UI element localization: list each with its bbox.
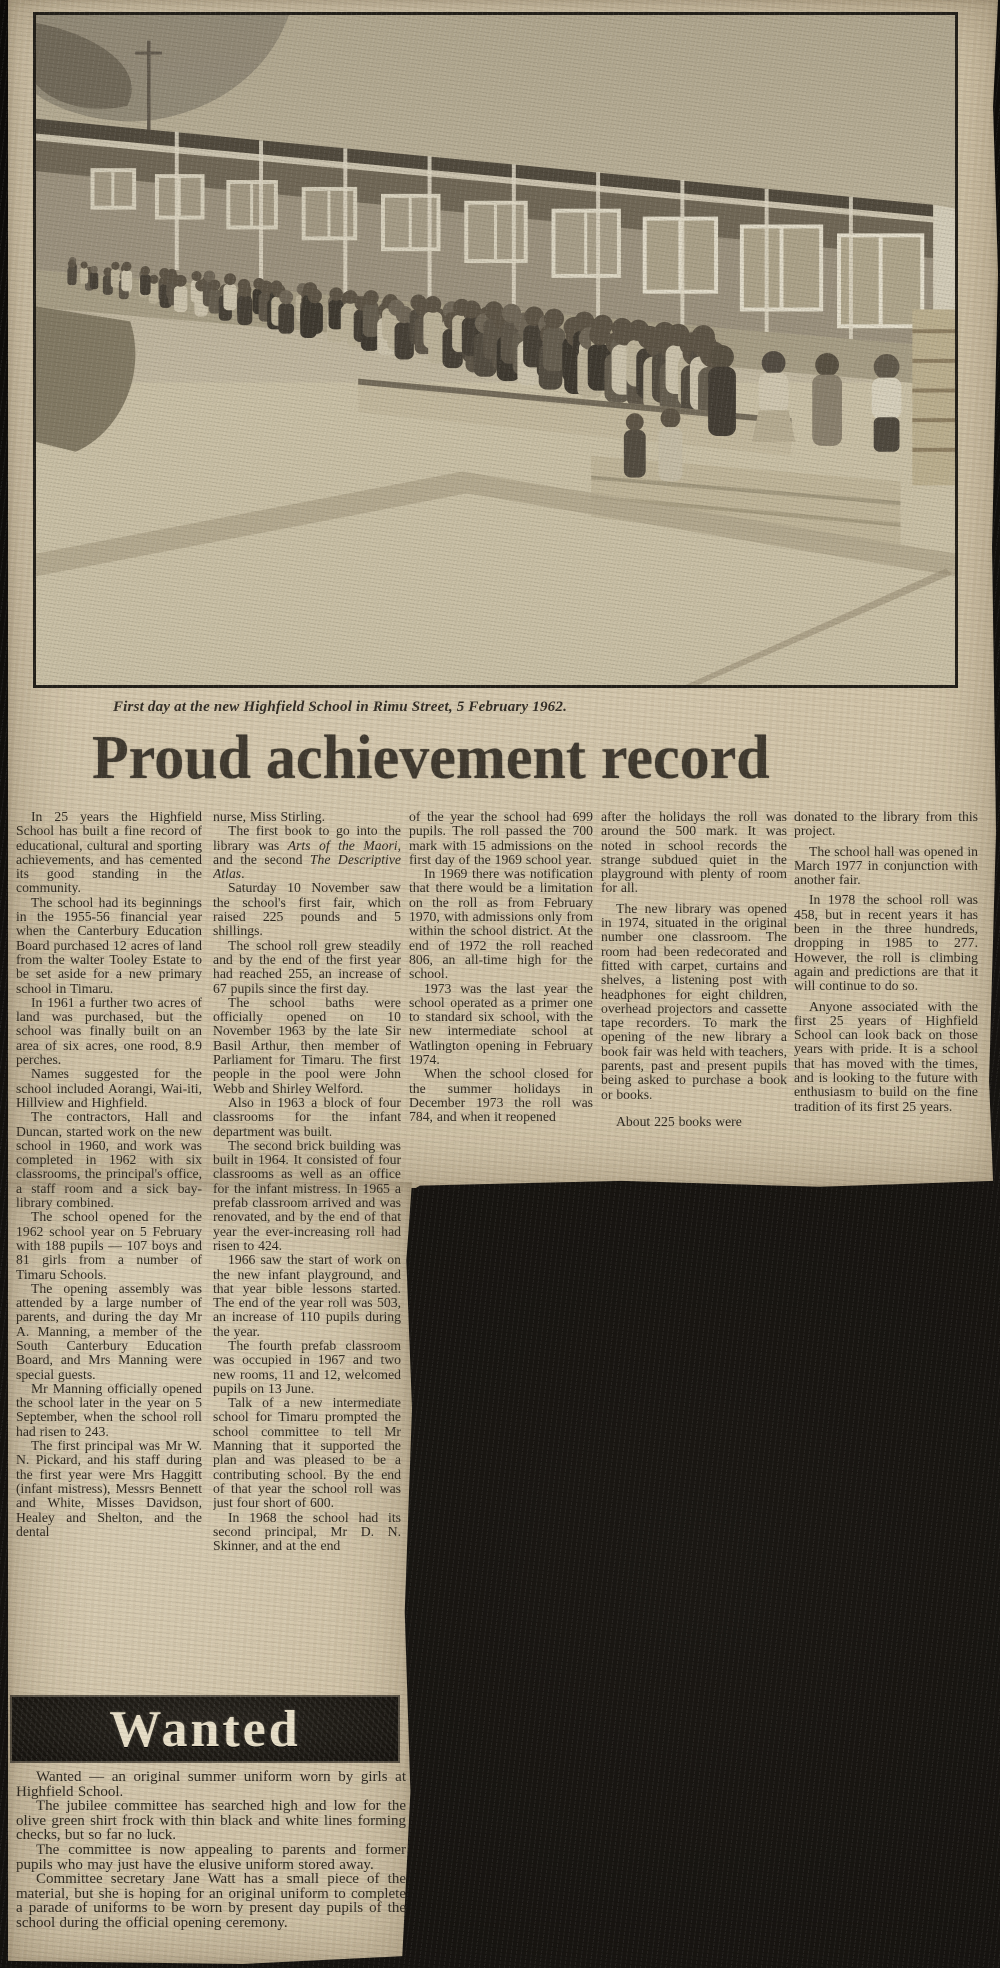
paragraph: In 1969 there was notification that there would be a limitation on the roll as from February 1970, with admissions only from within the school district. At the end of 1972 the roll reached 806, an all-time high for the school.: [409, 866, 593, 982]
paragraph: In 1961 a further two acres of land was purchased, but the school was finally built on an area of six acres, one rood, 8.9 perches.: [16, 994, 202, 1068]
paragraph: of the year the school had 699 pupils. The roll passed the 700 mark with 15 admissions on the first day of the 1969 school year.: [409, 810, 593, 867]
paragraph: The new library was opened in 1974, situated in the original number one classroom. The room had been redecorated and fitted with carpet, curtains and shelves, a listening post with headphones for eight children, overhead projectors and cassette tape recorders. To mark the opening of the new library a book fair was held with teachers, parents, past and present pupils being asked to purchase a book or books.: [601, 900, 787, 1102]
paragraph: 1966 saw the start of work on the new infant playground, and that year bible lessons started. The end of the year roll was 503, an increase of 110 pupils during the year.: [213, 1252, 401, 1339]
paragraph: The school hall was opened in March 1977 in conjunction with another fair.: [794, 843, 978, 888]
book-title: The Descriptive Atlas: [213, 851, 401, 882]
paragraph: The contractors, Hall and Duncan, started work on the new school in 1960, and work was completed in 1962 with six classrooms, the principal's office, a staff room and a sick bay-library combined.: [16, 1109, 202, 1211]
paragraph: The school baths were officially opened on 10 November 1963 by the late Sir Basil Arthur, then member of Parliament for Timaru. The first people in the pool were John Webb and Shirley Welford.: [213, 994, 401, 1096]
paragraph: In 1968 the school had its second principal, Mr D. N. Skinner, and at the end: [213, 1509, 401, 1554]
paragraph: [213, 824, 401, 881]
paragraph: Names suggested for the school included Aorangi, Wai-iti, Hillview and Highfield.: [16, 1066, 202, 1110]
article-headline: Proud achievement record: [92, 723, 770, 792]
school-photograph: [33, 12, 958, 688]
school-photo-scene: [36, 15, 955, 685]
text-run: , and the second: [213, 837, 401, 867]
article-column-4: [601, 810, 787, 1190]
paragraph: Also in 1963 a block of four classrooms for the infant department was built.: [213, 1094, 401, 1139]
paragraph: The committee is now appealing to parents and former pupils who may just have the elusive uniform stored away.: [16, 1841, 406, 1873]
paragraph: The first principal was Mr W. N. Pickard, and his staff during the first year were Mrs Haggitt (infant mistress), Messrs Bennett and White, Misses Davidson, Healey and Shelton, and the dental: [16, 1438, 202, 1539]
wanted-notice-body: [16, 1770, 406, 1962]
article-column-2: [213, 810, 401, 1684]
article-column-1: [16, 810, 202, 1684]
paragraph: The school roll grew steadily and by the end of the first year had reached 255, an increase of 67 pupils since the first day.: [213, 937, 401, 996]
paragraph: The fourth prefab classroom was occupied in 1967 and two new rooms, 11 and 12, welcomed pupils on 13 June.: [213, 1337, 401, 1396]
photo-caption: First day at the new Highfield School in Rimu Street, 5 February 1962.: [112, 699, 568, 715]
paragraph: Mr Manning officially opened the school later in the year on 5 September, when the school roll had risen to 243.: [16, 1380, 202, 1439]
paragraph: donated to the library from this project.: [794, 810, 978, 839]
paragraph: The school had its beginnings in the 1955-56 financial year when the Canterbury Education Board purchased 12 acres of land from the walter Tooley Estate to be set aside for a new primary school in Timaru.: [16, 894, 202, 996]
book-title: Arts of the Maori: [287, 837, 398, 853]
paragraph: When the school closed for the summer holidays in December 1973 the roll was 784, and when it reopened: [409, 1066, 593, 1125]
text-run: .: [241, 866, 245, 882]
paragraph: Saturday 10 November saw the school's first fair, which raised 225 pounds and 5 shillings.: [213, 880, 401, 939]
article-column-3: [409, 810, 593, 1182]
paragraph: The jubilee committee has searched high and low for the olive green shirt frock with thin black and white lines forming checks, but so far no luck.: [16, 1798, 406, 1844]
paragraph: The second brick building was built in 1964. It consisted of four classrooms as well as an office for the infant mistress. In 1965 a prefab classroom arrived and was renovated, and by the end of that year the ever-increasing roll had risen to 424.: [213, 1137, 401, 1253]
paragraph: The school opened for the 1962 school year on 5 February with 188 pupils — 107 boys and 81 girls from a number of Timaru Schools.: [16, 1209, 202, 1282]
paragraph: The opening assembly was attended by a large number of parents, and during the day Mr A. Manning, a member of the South Canterbury Education Board, and Mrs Manning were special guests.: [16, 1280, 202, 1382]
paragraph: Anyone associated with the first 25 years of Highfield School can look back on those years with pride. It is a school that has moved with the times, and is looking to the future with enthusiasm to build on the fine tradition of its first 25 years.: [794, 998, 978, 1114]
paragraph: Talk of a new intermediate school for Timaru prompted the school committee to tell Mr Manning that it supported the plan and was pleased to be a contributing school. By the end of that year the school roll was just four short of 600.: [213, 1395, 401, 1511]
article-column-5: [794, 810, 978, 1182]
paragraph: In 1978 the school roll was 458, but in recent years it has been in the three hundreds, dropping in 1985 to 277. However, the roll is climbing again and predictions are that it will continue to do so.: [794, 892, 978, 994]
paragraph: nurse, Miss Stirling.: [213, 810, 326, 824]
paragraph: Wanted — an original summer uniform worn by girls at Highfield School.: [16, 1770, 406, 1800]
paragraph: In 25 years the Highfield School has built a fine record of educational, cultural and sporting achievements, and has cemented its good standing in the community.: [16, 810, 202, 896]
wanted-banner-title: Wanted: [109, 1700, 301, 1758]
paragraph: after the holidays the roll was around the 500 mark. It was noted in school records the strange subdued quiet in the playground with plenty of room for all.: [601, 810, 787, 896]
paragraph: Committee secretary Jane Watt has a small piece of the material, but she is hoping for an original uniform to complete a parade of uniforms to be worn by present day pupils of the school during the official opening ceremony.: [16, 1871, 406, 1931]
text-run: The first book to go into the library was: [213, 823, 401, 853]
paragraph: About 225 books were: [616, 1113, 742, 1129]
film-grain-overlay: [36, 15, 955, 685]
wanted-banner: [12, 1697, 398, 1761]
paragraph: 1973 was the last year the school operated as a primer one to standard six school, with the new intermediate school at Watlington opening in February 1974.: [409, 980, 593, 1068]
